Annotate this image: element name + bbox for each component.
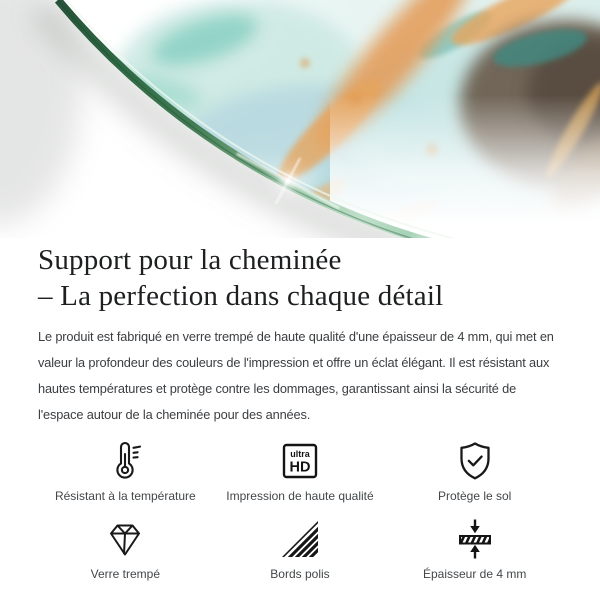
features-grid — [38, 438, 562, 582]
page-title-line1: Support pour la cheminée — [38, 244, 342, 276]
feature-thickness — [387, 516, 562, 582]
diamond-icon — [103, 516, 147, 562]
feature-label: Bords polis — [270, 567, 330, 581]
feature-tempered-glass — [38, 516, 213, 582]
feature-temperature — [38, 438, 213, 504]
svg-text:ultra: ultra — [290, 449, 310, 459]
feature-floor-protection — [387, 438, 562, 504]
thermometer-icon — [103, 438, 147, 484]
svg-text:HD: HD — [289, 459, 311, 476]
product-description: Le produit est fabriqué en verre trempé de haute qualité d'une épaisseur de 4 mm, qui met en valeur la profondeur des couleurs de l'impression et offre un éclat élégant. Il est résistant aux hautes températures et protège contre les dommages, garantissant ainsi la sécurité de l'espace autour de la cheminée pour des années. — [38, 329, 554, 422]
feature-label: Épaisseur de 4 mm — [422, 567, 527, 581]
thickness-icon — [453, 516, 497, 562]
feature-label: Résistant à la température — [54, 489, 196, 503]
feature-print-quality — [213, 438, 388, 504]
product-photo — [0, 0, 600, 238]
shield-check-icon — [453, 438, 497, 484]
feature-polished-edges — [213, 516, 388, 582]
glass-panel-photo — [0, 0, 600, 238]
page-title-line2: – La perfection dans chaque détail — [38, 280, 444, 312]
page-title — [38, 242, 562, 314]
ultra-hd-icon — [278, 438, 322, 484]
feature-label: Verre trempé — [90, 567, 161, 581]
feature-label: Protège le sol — [437, 489, 512, 503]
polished-edge-icon — [278, 516, 322, 562]
feature-label: Impression de haute qualité — [226, 489, 374, 503]
